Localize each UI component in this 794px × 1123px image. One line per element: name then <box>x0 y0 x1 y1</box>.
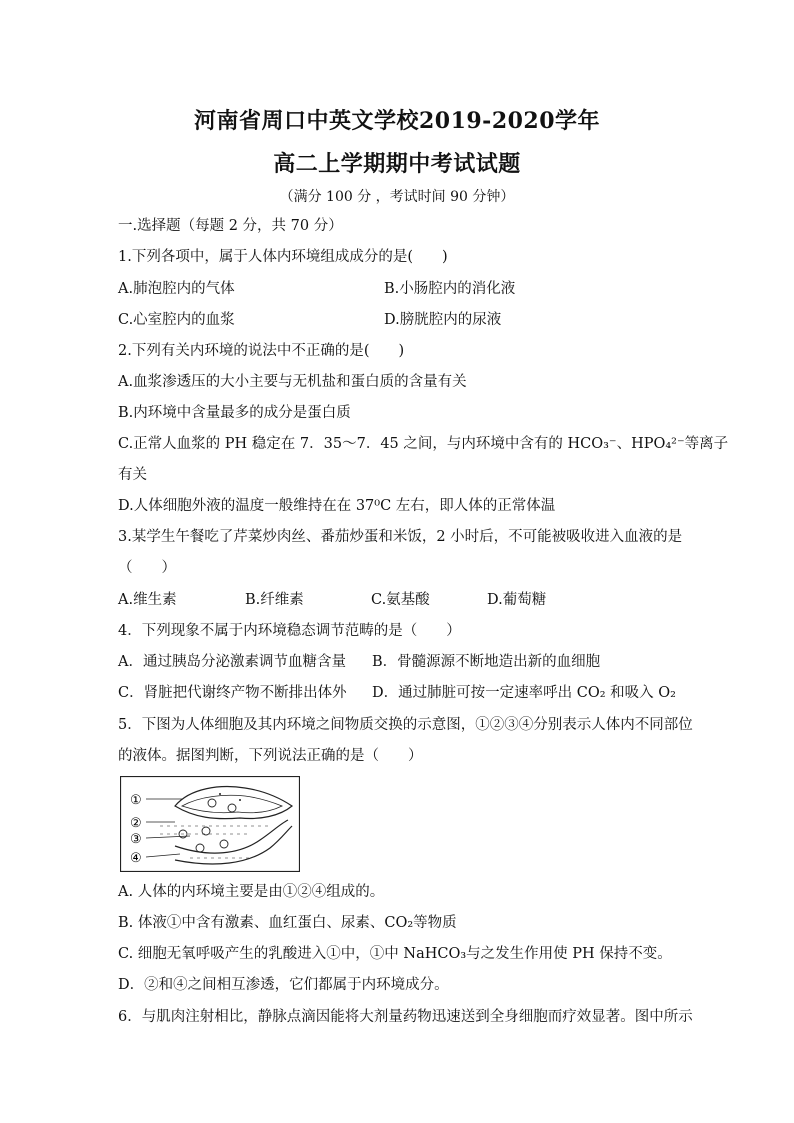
exam-title-line2: 高二上学期期中考试试题 <box>273 151 521 177</box>
q6-stem: 6．与肌肉注射相比，静脉点滴因能将大剂量药物迅速送到全身细胞而疗效显著。图中所示 <box>118 1009 693 1025</box>
label-4: ④ <box>130 851 142 866</box>
q1-option-a: A.肺泡腔内的气体 <box>118 281 235 297</box>
q5-stem-cont: 的液体。据图判断，下列说法正确的是（ ） <box>118 748 423 764</box>
q2-option-d: D.人体细胞外液的温度一般维持在在 37⁰C 左右，即人体的正常体温 <box>118 498 556 514</box>
q3-stem: 3.某学生午餐吃了芹菜炒肉丝、番茄炒蛋和米饭，2 小时后，不可能被吸收进入血液的是 <box>118 529 683 545</box>
q3-option-b: B.纤维素 <box>245 592 304 608</box>
q3-stem-cont: （ ） <box>118 560 176 576</box>
q4-option-d: D．通过肺脏可按一定速率呼出 CO₂ 和吸入 O₂ <box>372 685 676 701</box>
q5-option-d: D．②和④之间相互渗透，它们都属于内环境成分。 <box>118 977 449 993</box>
q1-stem: 1.下列各项中，属于人体内环境组成成分的是( ) <box>118 249 448 265</box>
q5-option-a: A. 人体的内环境主要是由①②④组成的。 <box>118 884 385 900</box>
section-heading: 一.选择题（每题 2 分，共 70 分） <box>118 218 343 234</box>
q4-option-c: C．肾脏把代谢终产物不断排出体外 <box>118 685 347 701</box>
q5-stem: 5．下图为人体细胞及其内环境之间物质交换的示意图，①②③④分别表示人体内不同部位 <box>118 717 693 733</box>
q2-option-b: B.内环境中含量最多的成分是蛋白质 <box>118 405 351 421</box>
q2-option-a: A.血浆渗透压的大小主要与无机盐和蛋白质的含量有关 <box>118 374 467 390</box>
q2-option-c: C.正常人血浆的 PH 稳定在 7．35～7．45 之间，与内环境中含有的 HCO₃⁻、HPO₄²⁻等离子 <box>118 436 729 452</box>
exam-title-line1: 河南省周口中英文学校2019-2020学年 <box>193 108 601 134</box>
label-1: ① <box>130 793 142 808</box>
q2-stem: 2.下列有关内环境的说法中不正确的是( ) <box>118 343 405 359</box>
q2-option-c-cont: 有关 <box>118 467 147 483</box>
q3-option-c: C.氨基酸 <box>371 592 430 608</box>
body-fluid-diagram <box>120 776 300 872</box>
q5-option-c: C. 细胞无氧呼吸产生的乳酸进入①中，①中 NaHCO₃与之发生作用使 PH 保持不变。 <box>118 946 672 962</box>
q4-stem: 4．下列现象不属于内环境稳态调节范畴的是（ ） <box>118 623 461 639</box>
q1-option-b: B.小肠腔内的消化液 <box>384 281 516 297</box>
q5-option-b: B. 体液①中含有激素、血红蛋白、尿素、CO₂等物质 <box>118 915 457 931</box>
exam-subtitle: （满分 100 分 ，考试时间 90 分钟） <box>279 189 515 205</box>
label-3: ③ <box>130 832 142 847</box>
q1-option-d: D.膀胱腔内的尿液 <box>384 312 502 328</box>
q4-option-a: A．通过胰岛分泌激素调节血糖含量 <box>118 654 346 670</box>
label-2: ② <box>130 816 142 831</box>
q4-option-b: B．骨髓源源不断地造出新的血细胞 <box>372 654 601 670</box>
q1-option-c: C.心室腔内的血浆 <box>118 312 235 328</box>
q3-option-d: D.葡萄糖 <box>487 592 547 608</box>
q3-option-a: A.维生素 <box>118 592 177 608</box>
